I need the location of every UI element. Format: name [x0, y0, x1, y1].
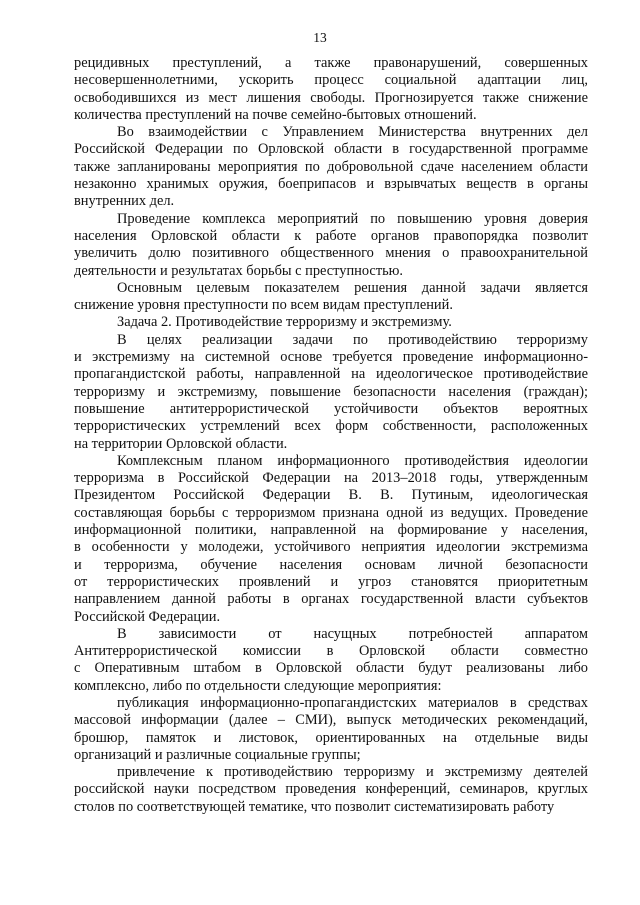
text-line: В зависимости от насущных потребностей аппаратом [117, 625, 588, 642]
text-line: также запланированы мероприятия по добровольной сдаче населением области [74, 158, 588, 175]
text-line: террористических устремлений всех форм собственности, расположенных [74, 418, 588, 435]
text-line: на территории Орловской области. [74, 435, 288, 452]
text-line: Проведение комплекса мероприятий по повышению уровня доверия [117, 210, 588, 227]
text-line: населения Орловской области к работе органов правопорядка позволит [74, 227, 588, 244]
text-line: количества преступлений на почве семейно-бытовых отношений. [74, 106, 477, 123]
text-line: от террористических проявлений и угроз становятся приоритетным [74, 573, 588, 590]
paragraph-p8 [74, 626, 588, 695]
text-line: столов по соответствующей тематике, что позволит систематизировать работу [74, 798, 555, 815]
paragraph-p9 [74, 695, 588, 764]
text-line: снижение уровня преступности по всем видам преступлений. [74, 297, 453, 314]
text-line: пропагандистской работы, направленной на идеологическое противодействие [74, 366, 588, 383]
paragraph-p7 [74, 453, 588, 626]
paragraph-p4 [74, 280, 588, 315]
text-line: деятельности и результатах борьбы с преступностью. [74, 262, 404, 279]
text-line: в особенности у молодежи, устойчивого неприятия идеологии экстремизма [74, 539, 588, 556]
text-line: Основным целевым показателем решения данной задачи является [117, 279, 588, 296]
text-line: комплексно, либо по отдельности следующие мероприятия: [74, 677, 442, 694]
text-line: с Оперативным штабом в Орловской области будут реализованы либо [74, 660, 588, 677]
document-body [74, 55, 588, 816]
page-number: 13 [313, 30, 327, 45]
text-line: Антитеррористической комиссии в Орловской области совместно [74, 643, 588, 660]
paragraph-p6 [74, 332, 588, 453]
text-line: брошюр, памяток и листовок, ориентированных на отдельные виды [74, 729, 588, 746]
text-line: освободившихся из мест лишения свободы. Прогнозируется также снижение [74, 89, 588, 106]
text-line: российской науки посредством проведения конференций, семинаров, круглых [74, 781, 588, 798]
text-line: увеличить долю позитивного общественного мнения о правоохранительной [74, 245, 588, 262]
text-line: и экстремизму на системной основе требуется проведение информационно- [74, 349, 588, 366]
text-line: несовершеннолетними, ускорить процесс социальной адаптации лиц, [74, 72, 588, 89]
text-line: информационной политики, направленной на формирование у населения, [74, 522, 588, 539]
paragraph-p3 [74, 211, 588, 280]
text-line: Во взаимодействии с Управлением Министерства внутренних дел [117, 124, 588, 141]
text-line: публикация информационно-пропагандистских материалов в средствах [117, 694, 588, 711]
text-line: направлением данной работы в органах государственной власти субъектов [74, 591, 588, 608]
paragraph-p5 [74, 314, 588, 331]
text-line: организаций и различные социальные группы; [74, 746, 361, 763]
text-line: терроризму и экстремизму, повышение безопасности населения (граждан); [74, 383, 588, 400]
text-line: В целях реализации задачи по противодействию терроризму [117, 331, 588, 348]
text-line: Комплексным планом информационного противодействия идеологии [117, 452, 588, 469]
text-line: Президентом Российской Федерации В. В. Путиным, идеологическая [74, 487, 588, 504]
paragraph-p2 [74, 124, 588, 210]
text-line: Российской Федерации. [74, 608, 221, 625]
text-line: привлечение к противодействию терроризму и экстремизму деятелей [117, 764, 588, 781]
text-line: рецидивных преступлений, а также правонарушений, совершенных [74, 55, 588, 71]
text-line: терроризма в Российской Федерации на 2013–2018 годы, утвержденным [74, 470, 588, 487]
text-line: внутренних дел. [74, 193, 175, 210]
text-line: незаконно хранимых оружия, боеприпасов и взрывчатых веществ в органы [74, 176, 588, 193]
text-line: массовой информации (далее – СМИ), выпуск методических рекомендаций, [74, 712, 588, 729]
text-line: и терроризма, обучение населения основам личной безопасности [74, 556, 588, 573]
paragraph-p10 [74, 764, 588, 816]
text-line: Задача 2. Противодействие терроризму и экстремизму. [117, 314, 452, 331]
text-line: Российской Федерации по Орловской области в государственной программе [74, 141, 588, 158]
paragraph-p1 [74, 55, 588, 124]
text-line: составляющая борьбы с терроризмом признана одной из ведущих. Проведение [74, 504, 588, 521]
text-line: повышение антитеррористической устойчивости объектов вероятных [74, 400, 588, 417]
